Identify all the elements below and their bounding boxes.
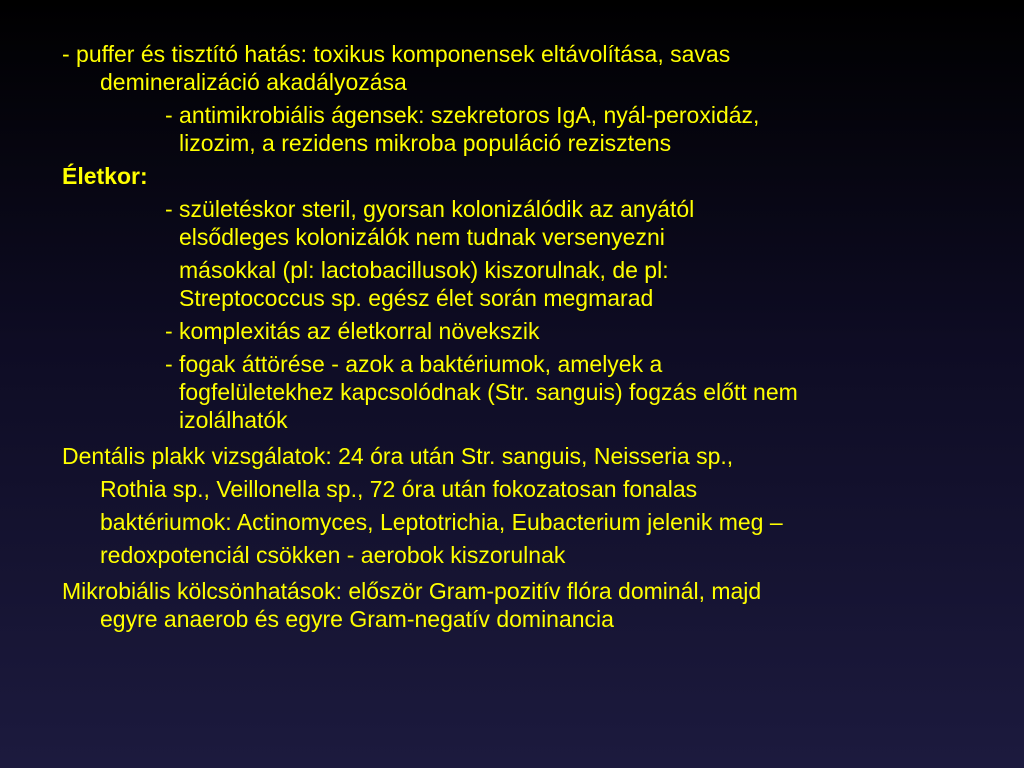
text-line: - antimikrobiális ágensek: szekretoros IgA, nyál-peroxidáz,	[165, 102, 760, 128]
section-heading: Életkor:	[62, 163, 148, 189]
paragraph-masokkal	[62, 256, 984, 312]
paragraph-mikrobialis	[62, 577, 984, 633]
text-line: Mikrobiális kölcsönhatások: először Gram-pozitív flóra dominál, majd	[62, 578, 762, 604]
text-line: demineralizáció akadályozása	[100, 69, 407, 95]
paragraph-fogak	[62, 350, 984, 434]
paragraph-antimikrobialis	[62, 101, 984, 157]
text-line: - puffer és tisztító hatás: toxikus komponensek eltávolítása, savas	[62, 41, 731, 67]
text-line: egyre anaerob és egyre Gram-negatív dominancia	[100, 606, 614, 632]
paragraph-szuleteskor	[62, 195, 984, 251]
text-line: - fogak áttörése - azok a baktériumok, amelyek a	[165, 351, 663, 377]
text-line: másokkal (pl: lactobacillusok) kiszorulnak, de pl:	[179, 257, 669, 283]
text-line: Dentális plakk vizsgálatok: 24 óra után Str. sanguis, Neisseria sp.,	[62, 443, 734, 469]
text-line: redoxpotenciál csökken - aerobok kiszorulnak	[100, 542, 566, 568]
text-line: - születéskor steril, gyorsan kolonizálódik az anyától	[165, 196, 695, 222]
paragraph-puffer	[62, 40, 984, 96]
heading-eletkor	[62, 162, 984, 190]
text-line: lizozim, a rezidens mikroba populáció rezisztens	[179, 130, 672, 156]
text-line: baktériumok: Actinomyces, Leptotrichia, Eubacterium jelenik meg –	[100, 509, 783, 535]
paragraph-dentalis-plakk	[62, 440, 984, 572]
text-line: - komplexitás az életkorral növekszik	[165, 318, 540, 344]
paragraph-komplexitas	[62, 317, 984, 345]
text-line: Streptococcus sp. egész élet során megmarad	[179, 285, 654, 311]
text-line: izolálhatók	[179, 407, 288, 433]
text-line: Rothia sp., Veillonella sp., 72 óra után fokozatosan fonalas	[100, 476, 698, 502]
text-line: elsődleges kolonizálók nem tudnak versenyezni	[179, 224, 665, 250]
text-line: fogfelületekhez kapcsolódnak (Str. sanguis) fogzás előtt nem	[179, 379, 798, 405]
